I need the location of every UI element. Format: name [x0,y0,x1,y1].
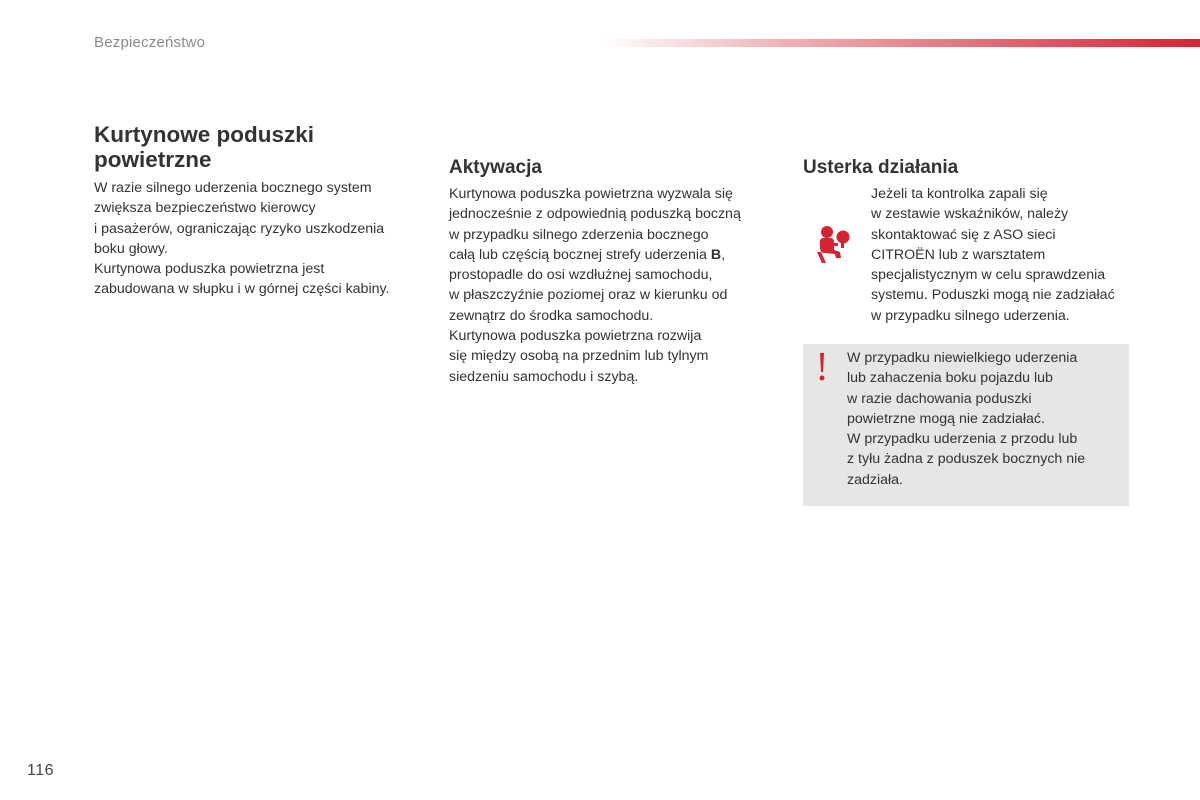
text-line: boku głowy. [94,240,168,257]
page-title [94,122,424,172]
text-line: z tyłu żadna z poduszek bocznych nie [847,451,1086,468]
activation-paragraph [449,184,779,387]
text-line: Kurtynowa poduszka powietrzna rozwija [449,328,702,345]
notice-box [803,344,1129,506]
text-line: CITROËN lub z warsztatem [871,246,1046,263]
text-line: systemu. Poduszki mogą nie zadziałać [871,287,1115,304]
text-line: specjalistycznym w celu sprawdzenia [871,267,1106,284]
text-line: jednocześnie z odpowiednią poduszką boczną [449,206,741,223]
page-number: 116 [27,762,55,779]
text-line: Kurtynowa poduszka powietrzna wyzwala się [449,186,733,202]
title-line-2: powietrzne [94,147,212,172]
text-line: w płaszczyźnie poziomej oraz w kierunku od [449,287,728,304]
zone-label-b: B [710,246,722,263]
warning-light-paragraph [871,184,1115,326]
text-line: W przypadku niewielkiego uderzenia [847,350,1078,366]
header-accent-bar [600,39,1200,47]
text-line: zadziała. [847,471,903,488]
activation-heading: Aktywacja [449,157,542,178]
text-line: Kurtynowa poduszka powietrzna jest [94,261,325,278]
text-line: w zestawie wskaźników, należy [871,206,1069,223]
notice-paragraph [847,348,1085,490]
text-fragment: , [721,246,726,263]
title-line-1: Kurtynowe poduszki [94,122,315,147]
text-line: lub zahaczenia boku pojazdu lub [847,370,1053,387]
text-line: W razie silnego uderzenia bocznego system [94,180,372,196]
section-header: Bezpieczeństwo [94,34,206,51]
column-malfunction [803,155,1133,334]
text-line: prostopadle do osi wzdłużnej samochodu, [449,267,713,284]
column-activation [449,155,779,387]
text-line: W przypadku uderzenia z przodu lub [847,431,1078,448]
text-line [449,245,779,265]
text-line: zewnątrz do środka samochodu. [449,307,654,324]
text-line: skontaktować się z ASO sieci [871,226,1056,243]
text-line: siedzeniu samochodu i szybą. [449,368,639,385]
text-line: się między osobą na przednim lub tylnym [449,348,709,365]
exclamation-icon [817,352,827,382]
warning-light-block [803,184,1133,334]
airbag-warning-icon [810,222,854,266]
text-line: w przypadku silnego zderzenia bocznego [449,226,709,243]
text-line: Jeżeli ta kontrolka zapali się [871,186,1048,202]
text-line: i pasażerów, ograniczając ryzyko uszkodzenia [94,220,385,237]
malfunction-heading: Usterka działania [803,157,959,178]
text-fragment: całą lub częścią bocznej [449,246,606,263]
text-line: zabudowana w słupku i w górnej części kabiny. [94,281,390,298]
text-line: w razie dachowania poduszki [847,390,1032,407]
text-line: powietrzne mogą nie zadziałać. [847,410,1045,427]
text-fragment: strefy uderzenia [605,246,707,263]
text-line: w przypadku silnego uderzenia. [871,307,1070,324]
intro-paragraph [94,178,424,300]
column-intro [94,122,424,300]
text-line: zwiększa bezpieczeństwo kierowcy [94,200,316,217]
